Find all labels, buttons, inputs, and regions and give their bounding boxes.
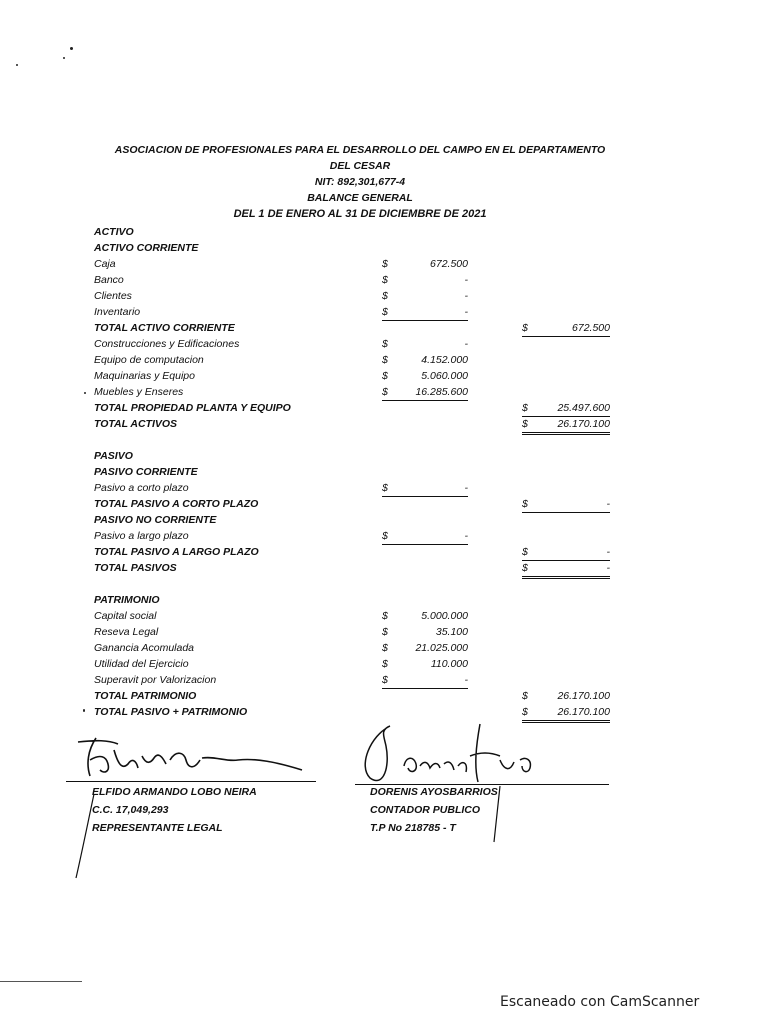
- table-row: [94, 336, 614, 352]
- currency-symbol: $: [522, 418, 528, 430]
- table-row: [94, 480, 614, 496]
- currency-symbol: $: [382, 258, 388, 270]
- detail-amount-cell: [382, 272, 468, 288]
- spacer-row: [94, 576, 614, 592]
- amount-value: 26.170.100: [557, 706, 610, 718]
- total-amount-cell: [522, 544, 610, 561]
- detail-amount-cell: [382, 528, 468, 545]
- row-label: TOTAL PASIVOS: [94, 562, 177, 574]
- table-row: [94, 304, 614, 320]
- currency-symbol: $: [382, 386, 388, 398]
- currency-symbol: $: [382, 354, 388, 366]
- currency-symbol: $: [382, 610, 388, 622]
- row-label: Muebles y Enseres: [94, 386, 184, 398]
- detail-amount-cell: [382, 656, 468, 672]
- spacer-row: [94, 432, 614, 448]
- row-label: Clientes: [94, 290, 132, 302]
- signature-line-left: [66, 781, 316, 782]
- row-label: PASIVO NO CORRIENTE: [94, 514, 217, 526]
- table-row: [94, 560, 614, 576]
- table-row: [94, 656, 614, 672]
- signer-left-role: REPRESENTANTE LEGAL: [92, 822, 223, 834]
- amount-value: -: [606, 562, 610, 574]
- currency-symbol: $: [382, 274, 388, 286]
- currency-symbol: $: [382, 338, 388, 350]
- amount-value: 16.285.600: [415, 386, 468, 398]
- document-title: BALANCE GENERAL: [307, 192, 413, 204]
- total-amount-cell: [522, 496, 610, 513]
- table-row: [94, 368, 614, 384]
- row-label: ACTIVO CORRIENTE: [94, 242, 199, 254]
- currency-symbol: $: [522, 498, 528, 510]
- row-label: ACTIVO: [94, 226, 134, 238]
- amount-value: 21.025.000: [415, 642, 468, 654]
- currency-symbol: $: [522, 402, 528, 414]
- detail-amount-cell: [382, 256, 468, 272]
- row-label: Ganancia Acomulada: [94, 642, 195, 654]
- row-label: Caja: [94, 258, 116, 270]
- signature-scribble-right: [350, 716, 550, 786]
- currency-symbol: $: [382, 530, 388, 542]
- table-row: [94, 464, 614, 480]
- scanner-watermark: Escaneado con CamScanner: [500, 994, 700, 1010]
- detail-amount-cell: [382, 304, 468, 321]
- currency-symbol: $: [522, 546, 528, 558]
- signer-right-license: T.P No 218785 - T: [370, 822, 456, 834]
- table-row: [94, 240, 614, 256]
- row-label: TOTAL PROPIEDAD PLANTA Y EQUIPO: [94, 402, 291, 414]
- detail-amount-cell: [382, 608, 468, 624]
- row-label: Pasivo a largo plazo: [94, 530, 189, 542]
- amount-value: -: [606, 546, 610, 558]
- row-label: Maquinarias y Equipo: [94, 370, 195, 382]
- signer-right-role: CONTADOR PUBLICO: [370, 804, 481, 816]
- detail-amount-cell: [382, 480, 468, 497]
- nit-number: NIT: 892,301,677-4: [314, 176, 406, 188]
- row-label: Inventario: [94, 306, 141, 318]
- currency-symbol: $: [382, 370, 388, 382]
- currency-symbol: $: [382, 290, 388, 302]
- row-label: TOTAL ACTIVOS: [94, 418, 178, 430]
- table-row: [94, 672, 614, 688]
- table-row: [94, 688, 614, 704]
- amount-value: 26.170.100: [557, 690, 610, 702]
- table-row: [94, 528, 614, 544]
- signer-left-name: ELFIDO ARMANDO LOBO NEIRA: [92, 786, 257, 798]
- amount-value: -: [464, 530, 468, 542]
- row-label: Construcciones y Edificaciones: [94, 338, 240, 350]
- organization-name-line1: ASOCIACION DE PROFESIONALES PARA EL DESARROLLO DEL CAMPO EN EL DEPARTAMENTO: [114, 144, 606, 156]
- amount-value: 26.170.100: [557, 418, 610, 430]
- currency-symbol: $: [382, 306, 388, 318]
- amount-value: -: [464, 338, 468, 350]
- amount-value: 110.000: [430, 658, 468, 670]
- table-row: [94, 512, 614, 528]
- currency-symbol: $: [382, 642, 388, 654]
- table-row: [94, 416, 614, 432]
- amount-value: -: [464, 674, 468, 686]
- row-label: Capital social: [94, 610, 157, 622]
- amount-value: -: [464, 482, 468, 494]
- table-row: [94, 384, 614, 400]
- row-label: TOTAL PASIVO + PATRIMONIO: [94, 706, 248, 718]
- currency-symbol: $: [522, 690, 528, 702]
- table-row: [94, 256, 614, 272]
- currency-symbol: $: [382, 674, 388, 686]
- amount-value: 35.100: [435, 626, 468, 638]
- row-label: Utilidad del Ejercicio: [94, 658, 189, 670]
- row-label: TOTAL PASIVO A CORTO PLAZO: [94, 498, 259, 510]
- table-row: [94, 592, 614, 608]
- row-label: Reseva Legal: [94, 626, 159, 638]
- detail-amount-cell: [382, 288, 468, 304]
- currency-symbol: $: [382, 626, 388, 638]
- amount-value: 5.060.000: [421, 370, 468, 382]
- table-row: [94, 448, 614, 464]
- table-row: [94, 400, 614, 416]
- row-label: PASIVO CORRIENTE: [94, 466, 198, 478]
- table-row: [94, 224, 614, 240]
- row-label: TOTAL PASIVO A LARGO PLAZO: [94, 546, 259, 558]
- organization-name-line2: DEL CESAR: [329, 160, 391, 172]
- row-label: Superavit por Valorizacion: [94, 674, 217, 686]
- row-label: TOTAL PATRIMONIO: [94, 690, 197, 702]
- table-row: [94, 352, 614, 368]
- table-row: [94, 272, 614, 288]
- table-row: [94, 288, 614, 304]
- detail-amount-cell: [382, 368, 468, 384]
- amount-value: -: [464, 306, 468, 318]
- table-row: [94, 608, 614, 624]
- amount-value: 672.500: [430, 258, 468, 270]
- table-row: [94, 496, 614, 512]
- amount-value: 5.000.000: [421, 610, 468, 622]
- reporting-period: DEL 1 DE ENERO AL 31 DE DICIEMBRE DE 2021: [233, 208, 487, 220]
- detail-amount-cell: [382, 352, 468, 368]
- detail-amount-cell: [382, 672, 468, 689]
- bottom-margin-line: [0, 981, 82, 982]
- detail-amount-cell: [382, 336, 468, 352]
- table-row: [94, 640, 614, 656]
- currency-symbol: $: [522, 562, 528, 574]
- row-label: Banco: [94, 274, 124, 286]
- signer-right-name: DORENIS AYOSBARRIOS: [370, 786, 498, 798]
- row-label: PATRIMONIO: [94, 594, 160, 606]
- row-label: Equipo de computacion: [94, 354, 204, 366]
- total-amount-cell: [522, 688, 610, 704]
- table-row: [94, 544, 614, 560]
- amount-value: -: [464, 274, 468, 286]
- amount-value: 4.152.000: [421, 354, 468, 366]
- detail-amount-cell: [382, 640, 468, 656]
- header-block: [80, 142, 640, 222]
- total-amount-cell: [522, 320, 610, 337]
- signer-left-id: C.C. 17,049,293: [92, 804, 169, 816]
- row-label: Pasivo a corto plazo: [94, 482, 189, 494]
- detail-amount-cell: [382, 384, 468, 401]
- currency-symbol: $: [522, 322, 528, 334]
- table-row: [94, 624, 614, 640]
- amount-value: 25.497.600: [557, 402, 610, 414]
- currency-symbol: $: [382, 658, 388, 670]
- currency-symbol: $: [382, 482, 388, 494]
- currency-symbol: $: [522, 706, 528, 718]
- row-label: TOTAL ACTIVO CORRIENTE: [94, 322, 235, 334]
- detail-amount-cell: [382, 624, 468, 640]
- total-amount-cell: [522, 400, 610, 417]
- amount-value: -: [464, 290, 468, 302]
- row-label: PASIVO: [94, 450, 133, 462]
- table-row: [94, 320, 614, 336]
- amount-value: 672.500: [572, 322, 610, 334]
- amount-value: -: [606, 498, 610, 510]
